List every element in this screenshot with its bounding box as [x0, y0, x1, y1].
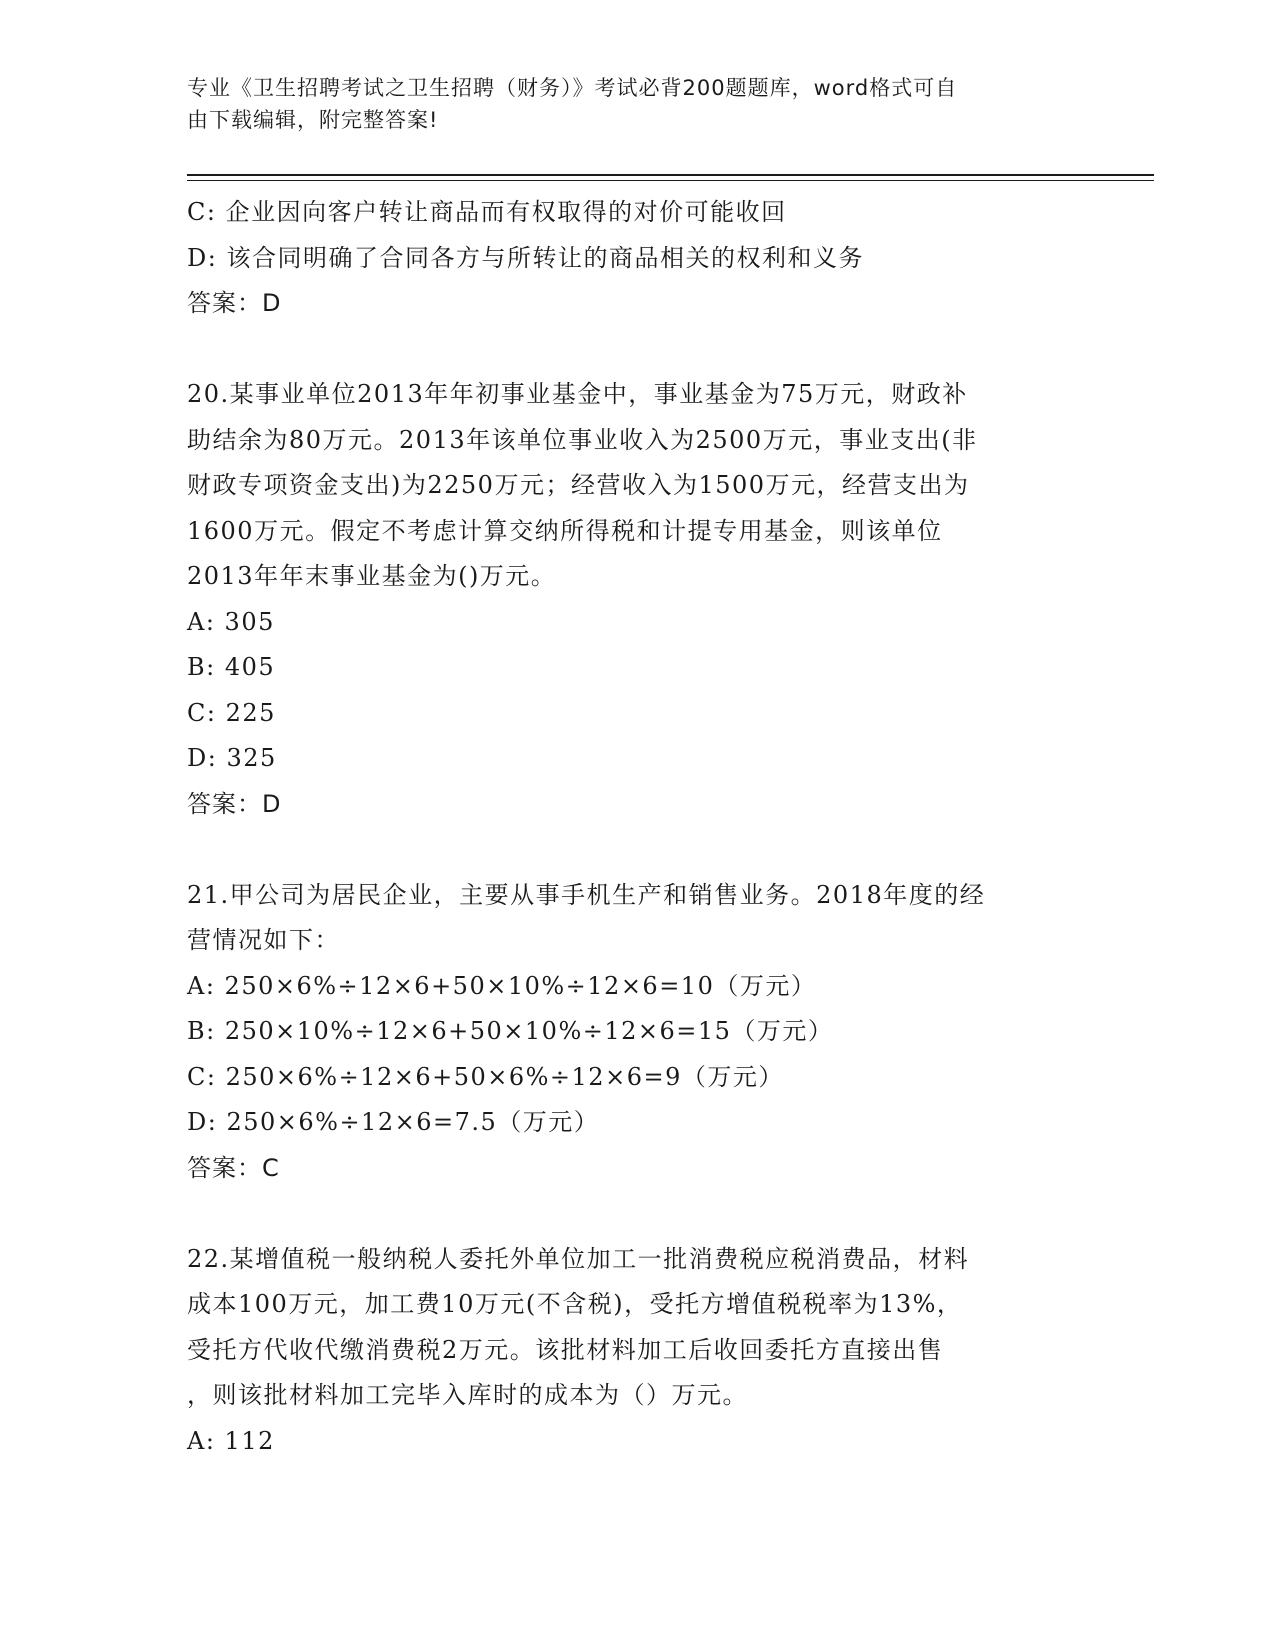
question-line: B: 250×10%÷12×6+50×10%÷12×6=15（万元） [187, 1017, 834, 1045]
question-block [187, 190, 1087, 327]
question-line: 营情况如下： [187, 926, 340, 954]
header-title-line-2: 由下载编辑，附完整答案! [187, 108, 439, 132]
question-line: C: 250×6%÷12×6+50×6%÷12×6=9（万元） [187, 1062, 784, 1091]
header-divider-thick [187, 174, 1154, 176]
question-line: 21.甲公司为居民企业，主要从事手机生产和销售业务。2018年度的经 [187, 880, 986, 909]
question-line: 成本100万元，加工费10万元(不含税)，受托方增值税税率为13%， [187, 1290, 963, 1318]
question-content [187, 190, 1087, 1464]
header-divider-thin [187, 180, 1154, 181]
question-line: B: 405 [187, 653, 276, 681]
question-line: C: 企业因向客户转让商品而有权取得的对价可能收回 [187, 198, 787, 226]
block-spacer [187, 827, 1087, 873]
answer-line: 答案：D [187, 789, 282, 818]
question-block [187, 1237, 1087, 1465]
document-header [187, 72, 1067, 136]
question-line: D: 325 [187, 744, 277, 772]
block-spacer [187, 1191, 1087, 1237]
answer-line: 答案：D [187, 289, 282, 317]
question-line: D: 该合同明确了合同各方与所转让的商品相关的权利和义务 [187, 243, 864, 272]
question-line: A: 305 [187, 607, 275, 636]
question-block [187, 873, 1087, 1192]
question-line: 受托方代收代缴消费税2万元。该批材料加工后收回委托方直接出售 [187, 1335, 944, 1364]
header-title-line-1: 专业《卫生招聘考试之卫生招聘（财务）》考试必背200题题库，word格式可自 [187, 76, 958, 100]
question-line: 20.某事业单位2013年年初事业基金中，事业基金为75万元，财政补 [187, 380, 968, 408]
question-line: A: 112 [187, 1426, 275, 1455]
question-line: 1600万元。假定不考虑计算交纳所得税和计提专用基金，则该单位 [187, 516, 943, 545]
question-line: 2013年年末事业基金为()万元。 [187, 562, 557, 590]
question-line: 财政专项资金支出)为2250万元；经营收入为1500万元，经营支出为 [187, 471, 970, 499]
question-block [187, 372, 1087, 827]
block-spacer [187, 327, 1087, 373]
answer-line: 答案：C [187, 1153, 280, 1182]
question-line: D: 250×6%÷12×6=7.5（万元） [187, 1108, 600, 1136]
question-line: C: 225 [187, 698, 276, 727]
question-line: 助结余为80万元。2013年该单位事业收入为2500万元，事业支出(非 [187, 425, 978, 454]
question-line: A: 250×6%÷12×6+50×10%÷12×6=10（万元） [187, 971, 817, 1000]
question-line: ，则该批材料加工完毕入库时的成本为（）万元。 [187, 1381, 748, 1409]
question-line: 22.某增值税一般纳税人委托外单位加工一批消费税应税消费品，材料 [187, 1244, 970, 1273]
